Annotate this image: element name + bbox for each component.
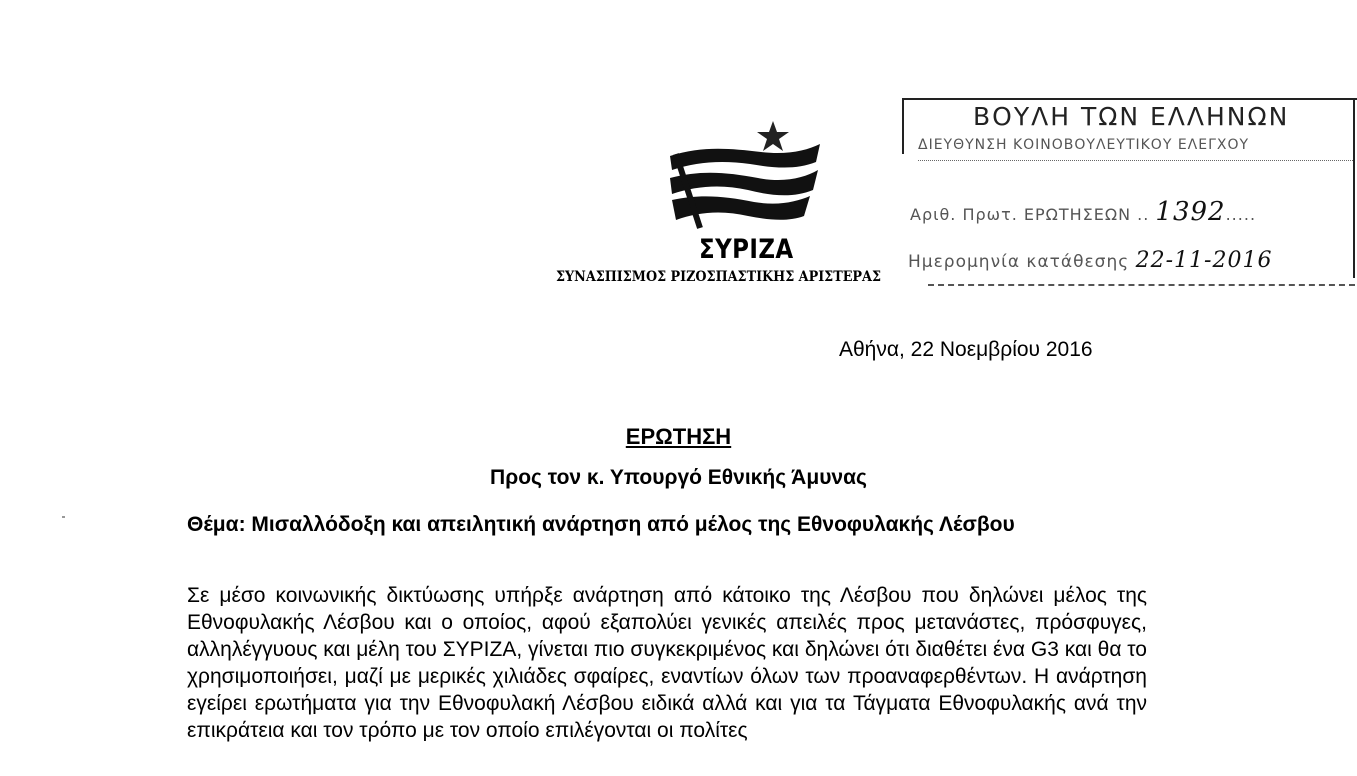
party-subtitle: ΣΥΝΑΣΠΙΣΜΟΣ ΡΙΖΟΣΠΑΣΤΙΚΗΣ ΑΡΙΣΤΕΡΑΣ <box>556 269 881 285</box>
party-logo <box>556 118 936 288</box>
stamp-protocol-label: Αριθ. Πρωτ. ΕΡΩΤΗΣΕΩΝ .. <box>910 205 1150 224</box>
stamp-title: ΒΟΥΛΗ ΤΩΝ ΕΛΛΗΝΩΝ <box>973 102 1290 131</box>
stamp-border <box>1353 98 1355 278</box>
stamp-date <box>908 248 1272 273</box>
stamp-protocol-number: 1392 <box>1155 197 1226 227</box>
body-paragraph: Σε μέσο κοινωνικής δικτύωσης υπήρξε ανάρτηση από κάτοικο της Λέσβου που δηλώνει μέλος της Εθνοφυλακής Λέσβου και ο οποίος, αφού εξαπολύει γενικές απειλές προς μετανάστες, πρόσφυγες, αλληλέγγυους και μέλη του ΣΥΡΙΖΑ, γίνεται πιο συγκεκριμένος και δηλώνει ότι διαθέτει ένα G3 και θα το χρησιμοποιήσει, μαζί με μερικές χιλιάδες σφαίρες, εναντίων όλων των προαναφερθέντων. Η ανάρτηση εγείρει ερωτήματα για την Εθνοφυλακή Λέσβου ειδικά αλλά και για τα Τάγματα Εθνοφυλακής ανά την επικράτεια και τον τρόπο με τον οποίο επιλέγονται οι πολίτες <box>187 584 1147 742</box>
stamp-border <box>928 284 1355 286</box>
stamp-date-label: Ημερομηνία κατάθεσης <box>908 252 1130 272</box>
recipient-line: Προς τον κ. Υπουργό Εθνικής Άμυνας <box>490 466 867 489</box>
stamp-protocol <box>910 197 1256 227</box>
parliament-stamp <box>898 92 1357 288</box>
body-text <box>187 582 1147 744</box>
stamp-border <box>902 98 904 154</box>
stamp-department: ΔΙΕΥΘΥΝΣΗ ΚΟΙΝΟΒΟΥΛΕΥΤΙΚΟΥ ΕΛΕΓΧΟΥ <box>918 137 1250 153</box>
scan-speck <box>62 516 65 518</box>
subject-line: Θέμα: Μισαλλόδοξη και απειλητική ανάρτηση από μέλος της Εθνοφυλακής Λέσβου <box>187 513 1015 536</box>
document-date: Αθήνα, 22 Νοεμβρίου 2016 <box>839 338 1093 361</box>
stamp-divider <box>918 160 1353 161</box>
stamp-border <box>902 98 1357 100</box>
stamp-protocol-trail: ..... <box>1225 205 1257 224</box>
flag-star-logo-icon <box>666 118 826 233</box>
document-heading: ΕΡΩΤΗΣΗ <box>625 424 732 449</box>
stamp-date-value: 22-11-2016 <box>1135 248 1273 273</box>
party-name: ΣΥΡΙΖΑ <box>699 234 794 265</box>
